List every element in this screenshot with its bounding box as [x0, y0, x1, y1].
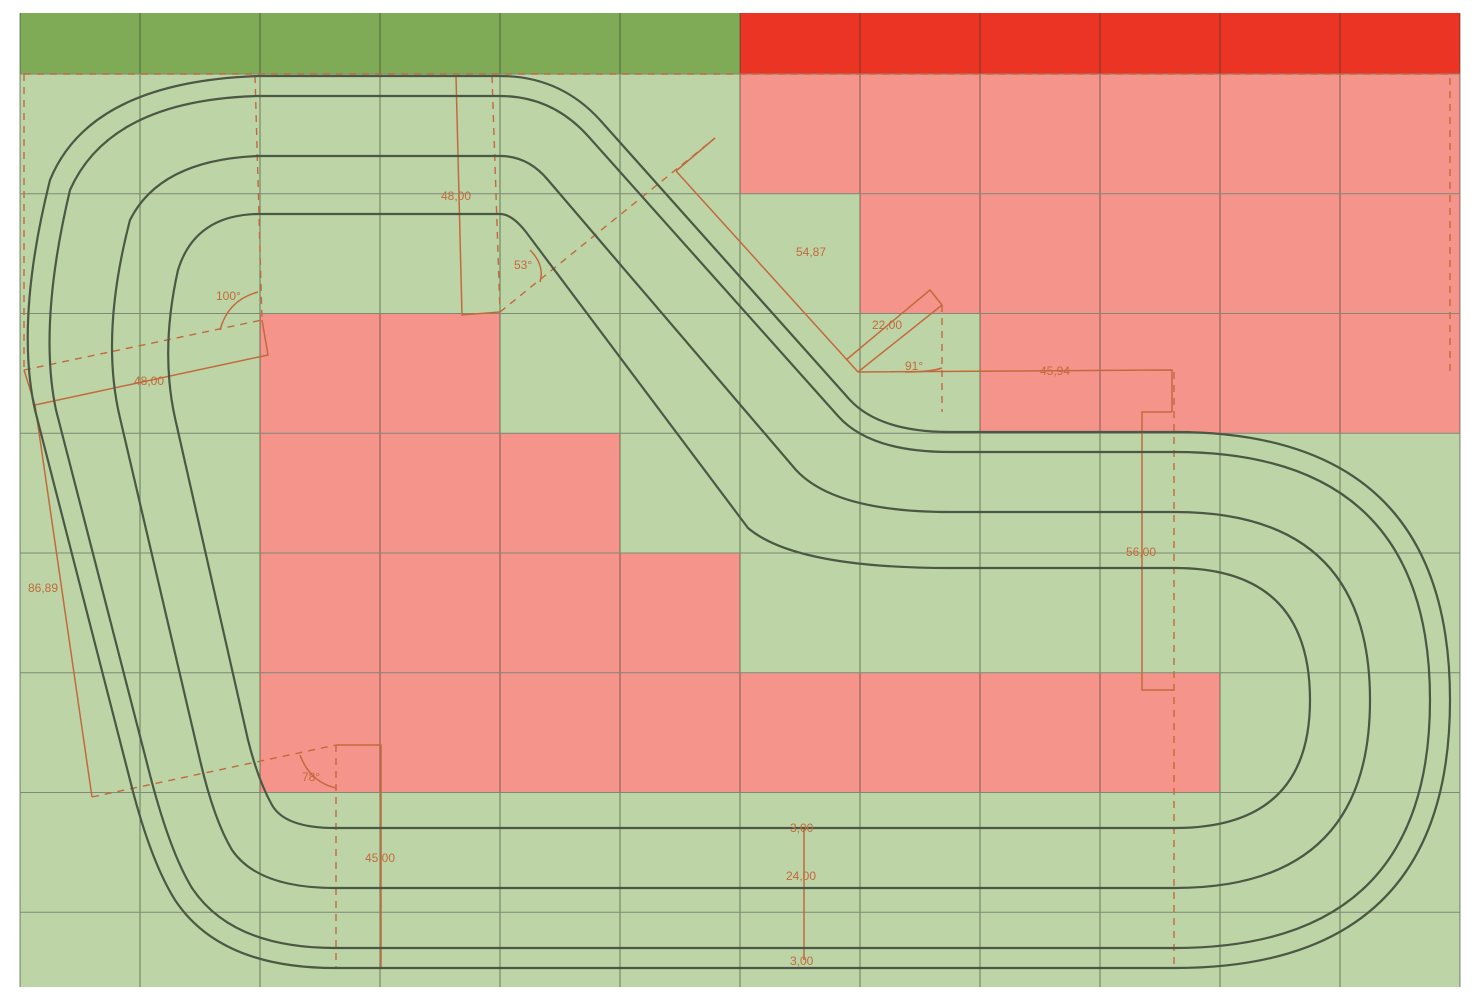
blocked-cell — [1100, 314, 1220, 434]
free-cell — [380, 912, 500, 987]
blocked-cell — [380, 433, 500, 553]
blocked-cell — [620, 673, 740, 793]
dim-label-d8: 45,94 — [1040, 364, 1071, 378]
dim-label-d12: 45,00 — [365, 851, 396, 865]
dim-label-d10: 56,00 — [1126, 545, 1157, 559]
blocked-cell — [260, 433, 380, 553]
free-cell — [620, 314, 740, 434]
blocked-cell — [1340, 194, 1460, 314]
free-cell — [1340, 433, 1460, 553]
free-cell — [980, 912, 1100, 987]
dim-label-d9: 86,89 — [28, 581, 59, 595]
header-cell — [20, 13, 140, 74]
blocked-cell — [260, 314, 380, 434]
free-cell — [260, 194, 380, 314]
blocked-cell — [860, 194, 980, 314]
free-cell — [1340, 912, 1460, 987]
dim-label-d14: 24,00 — [786, 869, 817, 883]
blocked-cell — [740, 673, 860, 793]
blocked-cell — [380, 553, 500, 673]
free-cell — [1100, 553, 1220, 673]
dim-label-d13: 3,00 — [790, 821, 814, 835]
blocked-cell — [740, 74, 860, 194]
free-cell — [260, 793, 380, 913]
blocked-cell — [500, 433, 620, 553]
blocked-cell — [1220, 314, 1340, 434]
blocked-cell — [980, 194, 1100, 314]
free-cell — [1220, 673, 1340, 793]
dim-label-d3: 100° — [216, 289, 241, 303]
free-cell — [860, 793, 980, 913]
dim-label-d1: 48,00 — [441, 189, 472, 203]
header-cell — [980, 13, 1100, 74]
header-cell — [260, 13, 380, 74]
header-cell — [620, 13, 740, 74]
free-cell — [620, 194, 740, 314]
free-cell — [260, 74, 380, 194]
free-cell — [860, 553, 980, 673]
free-cell — [500, 74, 620, 194]
free-cell — [20, 314, 140, 434]
free-cell — [620, 793, 740, 913]
header-cell — [1220, 13, 1340, 74]
blocked-cell — [500, 553, 620, 673]
free-cell — [1100, 793, 1220, 913]
free-cell — [380, 793, 500, 913]
free-cell — [140, 793, 260, 913]
free-cell — [380, 194, 500, 314]
header-cell — [140, 13, 260, 74]
blocked-cell — [1220, 194, 1340, 314]
header-cell — [740, 13, 860, 74]
free-cell — [1220, 433, 1340, 553]
blocked-cell — [980, 673, 1100, 793]
free-cell — [140, 912, 260, 987]
blocked-cell — [1100, 194, 1220, 314]
free-cell — [1220, 793, 1340, 913]
free-cell — [740, 553, 860, 673]
free-cell — [500, 194, 620, 314]
free-cell — [140, 433, 260, 553]
free-cell — [980, 553, 1100, 673]
free-cell — [20, 433, 140, 553]
free-cell — [1100, 912, 1220, 987]
free-cell — [140, 194, 260, 314]
free-cell — [20, 912, 140, 987]
free-cell — [1220, 912, 1340, 987]
free-cell — [620, 912, 740, 987]
header-cell — [500, 13, 620, 74]
dim-label-d7: 91° — [905, 359, 924, 373]
free-cell — [20, 673, 140, 793]
free-cell — [740, 793, 860, 913]
blocked-cell — [500, 673, 620, 793]
header-cell — [1100, 13, 1220, 74]
dim-label-d11: 78° — [302, 770, 321, 784]
free-cell — [500, 912, 620, 987]
free-cell — [980, 793, 1100, 913]
blocked-cell — [1100, 74, 1220, 194]
dim-label-d5: 54,87 — [796, 245, 827, 259]
free-cell — [1220, 553, 1340, 673]
blocked-cell — [1340, 314, 1460, 434]
dim-label-d4: 48,00 — [134, 374, 165, 388]
header-cell — [380, 13, 500, 74]
blocked-cell — [260, 553, 380, 673]
blocked-cell — [860, 673, 980, 793]
blocked-cell — [1220, 74, 1340, 194]
blocked-cell — [1340, 74, 1460, 194]
blocked-cell — [980, 74, 1100, 194]
free-cell — [860, 912, 980, 987]
free-cell — [1340, 673, 1460, 793]
free-cell — [500, 793, 620, 913]
header-cell — [1340, 13, 1460, 74]
free-cell — [740, 912, 860, 987]
blocked-cell — [380, 314, 500, 434]
free-cell — [20, 793, 140, 913]
dim-label-d6: 22,00 — [872, 318, 903, 332]
dim-label-d15: 3,00 — [790, 954, 814, 968]
free-cell — [500, 314, 620, 434]
free-cell — [260, 912, 380, 987]
free-cell — [140, 553, 260, 673]
blocked-cell — [860, 74, 980, 194]
blocked-cell — [620, 553, 740, 673]
header-cell — [860, 13, 980, 74]
blocked-cell — [380, 673, 500, 793]
free-cell — [20, 553, 140, 673]
dim-label-d2: 53° — [514, 258, 533, 272]
free-cell — [380, 74, 500, 194]
